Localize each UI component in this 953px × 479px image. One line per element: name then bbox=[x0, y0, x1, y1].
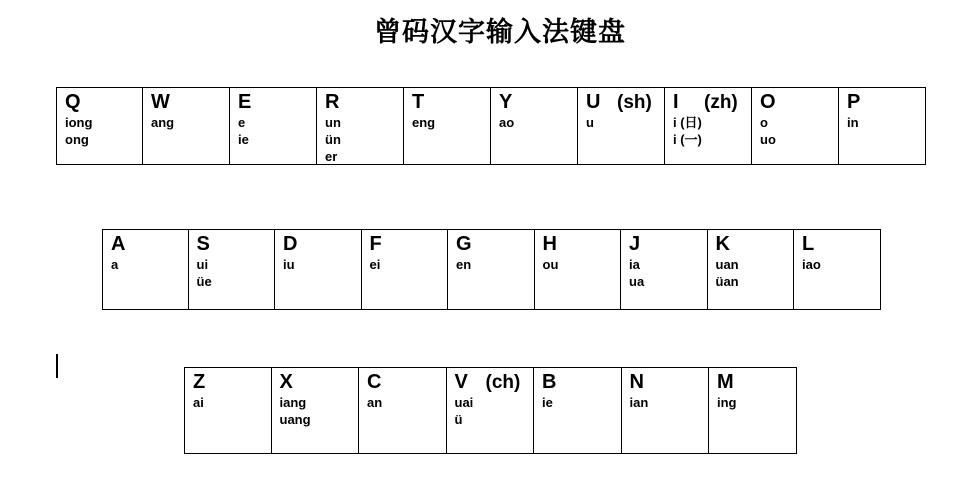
key-final: an bbox=[367, 395, 383, 410]
key-x bbox=[272, 367, 360, 454]
key-letter: Y bbox=[499, 91, 513, 113]
key-letter: V bbox=[454, 371, 468, 393]
key-letter-line bbox=[542, 371, 619, 394]
key-letter: N bbox=[629, 371, 644, 393]
key-letter-line bbox=[586, 91, 662, 114]
key-initial-annotation: (ch) bbox=[485, 372, 521, 393]
key-letter: T bbox=[412, 91, 425, 113]
key-letter: F bbox=[369, 233, 382, 255]
key-letter-line bbox=[717, 371, 794, 394]
key-letter-line bbox=[847, 91, 923, 114]
key-v bbox=[447, 367, 535, 454]
key-final: un bbox=[325, 115, 341, 130]
key-final: ü bbox=[454, 412, 463, 427]
key-final: ui bbox=[196, 257, 209, 272]
key-letter-line bbox=[629, 233, 705, 256]
key-letter: W bbox=[151, 91, 170, 113]
key-letter: X bbox=[279, 371, 293, 393]
key-row-3 bbox=[184, 367, 797, 454]
key-final: uang bbox=[279, 412, 311, 427]
key-letter-line bbox=[111, 233, 186, 256]
key-letter: I bbox=[673, 91, 679, 113]
key-letter-line bbox=[197, 233, 273, 256]
key-u bbox=[578, 87, 665, 165]
key-w bbox=[143, 87, 230, 165]
key-m bbox=[709, 367, 797, 454]
key-letter: Z bbox=[193, 371, 206, 393]
key-letter: O bbox=[760, 91, 776, 113]
key-final: ou bbox=[542, 257, 559, 272]
key-letter-line bbox=[283, 233, 359, 256]
text-cursor bbox=[56, 354, 58, 378]
key-final: iu bbox=[283, 257, 295, 272]
key-letter: D bbox=[283, 233, 298, 255]
key-final: üan bbox=[715, 274, 739, 289]
key-final: ün bbox=[325, 132, 341, 147]
key-c bbox=[359, 367, 447, 454]
key-final: in bbox=[847, 115, 859, 130]
key-letter: E bbox=[238, 91, 252, 113]
key-final: i (日) bbox=[673, 115, 702, 130]
key-letter-line bbox=[65, 91, 140, 114]
key-l bbox=[794, 229, 881, 310]
key-final: iang bbox=[279, 395, 307, 410]
key-letter: G bbox=[456, 233, 472, 255]
key-p bbox=[839, 87, 926, 165]
key-final: a bbox=[111, 257, 119, 272]
key-b bbox=[534, 367, 622, 454]
key-letter-line bbox=[760, 91, 836, 114]
key-z bbox=[184, 367, 272, 454]
key-row-1 bbox=[56, 87, 926, 165]
key-i bbox=[665, 87, 752, 165]
key-y bbox=[491, 87, 578, 165]
key-d bbox=[275, 229, 362, 310]
key-s bbox=[189, 229, 276, 310]
key-row-2 bbox=[102, 229, 881, 310]
key-letter-line bbox=[151, 91, 227, 114]
key-letter: A bbox=[111, 233, 126, 255]
key-final: en bbox=[456, 257, 472, 272]
key-letter: C bbox=[367, 371, 382, 393]
key-final: i (一) bbox=[673, 132, 702, 147]
key-final: uan bbox=[715, 257, 739, 272]
key-letter: B bbox=[542, 371, 557, 393]
key-letter: U bbox=[586, 91, 601, 113]
key-final: ong bbox=[65, 132, 89, 147]
key-letter-line bbox=[456, 233, 532, 256]
key-letter-line bbox=[412, 91, 488, 114]
key-letter-line bbox=[543, 233, 619, 256]
key-h bbox=[535, 229, 622, 310]
key-letter-line bbox=[673, 91, 749, 114]
key-final: ei bbox=[369, 257, 381, 272]
key-final: iao bbox=[802, 257, 821, 272]
key-k bbox=[708, 229, 795, 310]
key-n bbox=[622, 367, 710, 454]
key-final: ia bbox=[629, 257, 640, 272]
key-t bbox=[404, 87, 491, 165]
key-final: uo bbox=[760, 132, 776, 147]
key-final: iong bbox=[65, 115, 93, 130]
key-final: o bbox=[760, 115, 768, 130]
key-final: ua bbox=[629, 274, 645, 289]
key-r bbox=[317, 87, 404, 165]
key-initial-annotation: (sh) bbox=[617, 92, 652, 113]
key-letter-line bbox=[280, 371, 357, 394]
key-final: eng bbox=[412, 115, 436, 130]
key-final: ing bbox=[717, 395, 737, 410]
key-final: ao bbox=[499, 115, 515, 130]
key-letter-line bbox=[193, 371, 269, 394]
key-final: üe bbox=[196, 274, 212, 289]
key-letter: R bbox=[325, 91, 340, 113]
key-final: ie bbox=[238, 132, 249, 147]
key-a bbox=[102, 229, 189, 310]
key-letter: M bbox=[717, 371, 734, 393]
key-final: er bbox=[325, 149, 338, 164]
key-letter: P bbox=[847, 91, 861, 113]
key-letter-line bbox=[716, 233, 792, 256]
key-letter-line bbox=[370, 233, 446, 256]
key-letter: H bbox=[542, 233, 557, 255]
key-final: e bbox=[238, 115, 246, 130]
key-o bbox=[752, 87, 839, 165]
key-letter-line bbox=[238, 91, 314, 114]
page-title: 曾码汉字输入法键盘 bbox=[374, 17, 626, 47]
key-g bbox=[448, 229, 535, 310]
key-final: ai bbox=[193, 395, 204, 410]
key-final: ang bbox=[151, 115, 175, 130]
key-q bbox=[56, 87, 143, 165]
key-letter-line bbox=[499, 91, 575, 114]
key-final: ie bbox=[542, 395, 553, 410]
key-initial-annotation: (zh) bbox=[704, 92, 738, 113]
key-final: uai bbox=[454, 395, 474, 410]
key-letter-line bbox=[367, 371, 444, 394]
key-final: u bbox=[586, 115, 594, 130]
key-j bbox=[621, 229, 708, 310]
key-letter-line bbox=[802, 233, 878, 256]
key-letter: K bbox=[715, 233, 730, 255]
key-final: ian bbox=[629, 395, 649, 410]
key-f bbox=[362, 229, 449, 310]
key-letter: S bbox=[196, 233, 210, 255]
key-letter: Q bbox=[65, 91, 81, 113]
key-letter-line bbox=[455, 371, 532, 394]
key-letter-line bbox=[630, 371, 707, 394]
key-letter-line bbox=[325, 91, 401, 114]
key-letter: L bbox=[802, 233, 815, 255]
key-letter: J bbox=[629, 233, 641, 255]
key-e bbox=[230, 87, 317, 165]
